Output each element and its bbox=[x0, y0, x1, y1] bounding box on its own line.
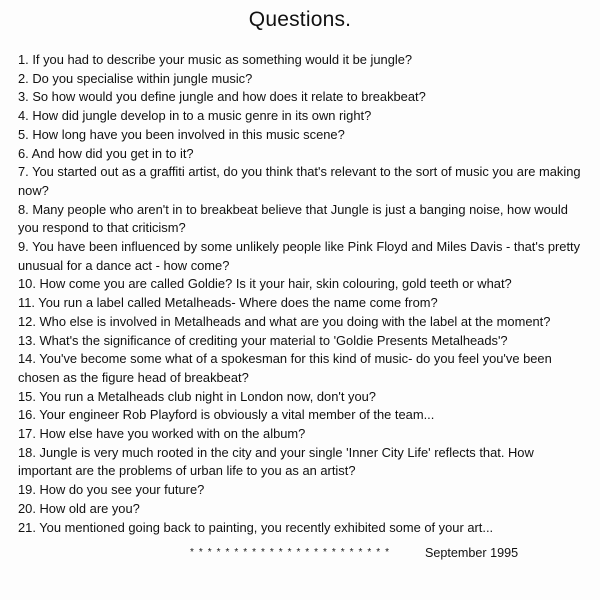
question-item: 15. You run a Metalheads club night in London now, don't you? bbox=[18, 388, 376, 404]
question-item: 3. So how would you define jungle and how does it relate to breakbeat? bbox=[18, 89, 426, 105]
question-item: 14. You've become some what of a spokesman for this kind of music- do you feel you've been chosen as the figure head of breakbeat? bbox=[18, 351, 552, 385]
question-list bbox=[18, 51, 584, 537]
question-item: 11. You run a label called Metalheads- Where does the name come from? bbox=[18, 295, 438, 311]
separator-stars: * * * * * * * * * * * * * * * * * * * * * * * bbox=[190, 547, 391, 558]
question-item: 19. How do you see your future? bbox=[18, 482, 205, 498]
date-label: September 1995 bbox=[425, 546, 519, 560]
question-item: 4. How did jungle develop in to a music genre in its own right? bbox=[18, 108, 372, 124]
question-item: 2. Do you specialise within jungle music? bbox=[18, 70, 253, 86]
question-item: 7. You started out as a graffiti artist, do you think that's relevant to the sort of music you are making now? bbox=[18, 164, 581, 198]
question-item: 9. You have been influenced by some unlikely people like Pink Floyd and Miles Davis - that's pretty unusual for a dance act - how come? bbox=[18, 239, 581, 273]
question-item: 6. And how did you get in to it? bbox=[18, 145, 194, 161]
question-item: 1. If you had to describe your music as something would it be jungle? bbox=[18, 52, 413, 67]
question-item: 8. Many people who aren't in to breakbeat believe that Jungle is just a banging noise, how would you respond to that criticism? bbox=[18, 201, 568, 236]
question-item: 18. Jungle is very much rooted in the city and your single 'Inner City Life' reflects that. How important are the problems of urban life to you as an artist? bbox=[18, 444, 534, 479]
question-item: 5. How long have you been involved in this music scene? bbox=[18, 126, 345, 142]
question-item: 17. How else have you worked with on the album? bbox=[18, 426, 306, 442]
question-item: 16. Your engineer Rob Playford is obviously a vital member of the team... bbox=[18, 407, 435, 423]
question-item: 13. What's the significance of crediting your material to 'Goldie Presents Metalheads'? bbox=[18, 332, 508, 348]
question-item: 12. Who else is involved in Metalheads and what are you doing with the label at the moment? bbox=[18, 313, 551, 329]
question-item: 10. How come you are called Goldie? Is it your hair, skin colouring, gold teeth or what? bbox=[18, 276, 512, 292]
question-item: 21. You mentioned going back to painting, you recently exhibited some of your art... bbox=[18, 519, 494, 535]
question-item: 20. How old are you? bbox=[18, 500, 140, 516]
page-title: Questions. bbox=[248, 8, 352, 31]
